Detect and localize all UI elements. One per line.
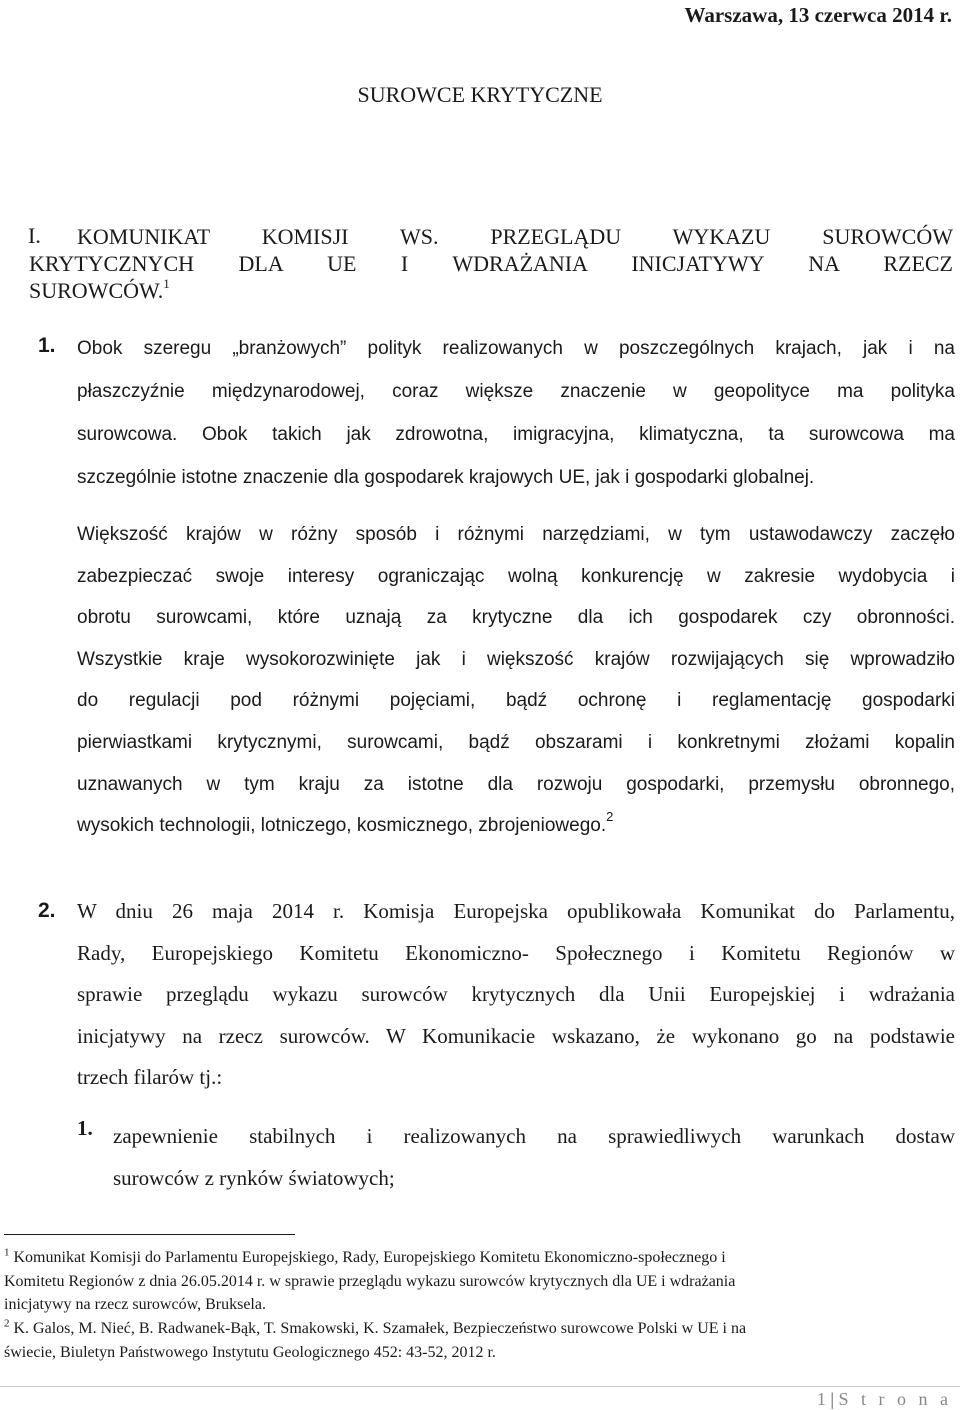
- section-heading: [29, 223, 953, 304]
- list-item-line: surowców z rynków światowych;: [113, 1165, 395, 1190]
- paragraph-1-continuation: [77, 514, 955, 848]
- list-item-line: zapewnienie stabilnych i realizowanych na sprawiedliwych warunkach dostaw: [113, 1124, 955, 1148]
- paragraph-text: wysokich technologii, lotniczego, kosmicznego, zbrojeniowego.: [77, 815, 607, 837]
- footnote-marker: 2: [4, 1317, 10, 1330]
- footnote-text: Komunikat Komisji do Parlamentu Europejskiego, Rady, Europejskiego Komitetu Ekonomiczno-społecznego i: [13, 1249, 726, 1266]
- page-number: 1: [816, 1389, 826, 1409]
- list-item: [113, 1116, 955, 1199]
- footnote-2: [4, 1317, 954, 1364]
- footnote-line: [4, 1246, 954, 1270]
- footer-separator: |: [830, 1389, 834, 1409]
- paragraph-number-1: 1.: [38, 334, 56, 357]
- footnote-line: [4, 1317, 954, 1341]
- paragraph-line: W dniu 26 maja 2014 r. Komisja Europejska opublikowała Komunikat do Parlamentu,: [77, 899, 955, 923]
- footnote-line: inicjatywy na rzecz surowców, Bruksela.: [4, 1296, 266, 1313]
- section-number: I.: [28, 223, 41, 248]
- paragraph-line: Większość krajów w różny sposób i różnymi narzędziami, w tym ustawodawczy zaczęło: [77, 524, 955, 545]
- paragraph-line: płaszczyźnie międzynarodowej, coraz większe znaczenie w geopolityce ma polityka: [77, 381, 955, 402]
- paragraph-line: inicjatywy na rzecz surowców. W Komunikacie wskazano, że wykonano go na podstawie: [77, 1023, 955, 1048]
- footnote-line: Komitetu Regionów z dnia 26.05.2014 r. w sprawie przeglądu wykazu surowców krytycznych dla UE i wdrażania: [4, 1272, 736, 1290]
- paragraph-line: surowcowa. Obok takich jak zdrowotna, imigracyjna, klimatyczna, ta surowcowa ma: [77, 424, 955, 445]
- paragraph-line: Obok szeregu „branżowych” polityk realizowanych w poszczególnych krajach, jak i na: [77, 338, 955, 359]
- paragraph-line: trzech filarów tj.:: [77, 1065, 223, 1090]
- paragraph-line: uznawanych w tym kraju za istotne dla rozwoju gospodarki, przemysłu obronnego,: [77, 773, 955, 795]
- footnote-1: [4, 1246, 954, 1317]
- section-heading-line: KOMUNIKAT KOMISJI WS. PRZEGLĄDU WYKAZU SUROWCÓW: [77, 224, 953, 249]
- footer-rule: [0, 1386, 960, 1387]
- footnote-separator: [4, 1234, 295, 1235]
- footnote-line: świecie, Biuletyn Państwowego Instytutu Geologicznego 452: 43-52, 2012 r.: [4, 1343, 496, 1361]
- paragraph-line-last: [77, 805, 955, 848]
- paragraph-line: do regulacji pod różnymi pojęciami, bądź ochronę i reglamentację gospodarki: [77, 690, 955, 712]
- paragraph-line: pierwiastkami krytycznymi, surowcami, bądź obszarami i konkretnymi złożami kopalin: [77, 731, 955, 753]
- paragraph-line: szczególnie istotne znaczenie dla gospodarek krajowych UE, jak i gospodarki globalnej.: [77, 467, 815, 488]
- paragraph-line: Rady, Europejskiego Komitetu Ekonomiczno- Społecznego i Komitetu Regionów w: [77, 940, 955, 965]
- section-heading-text: SUROWCÓW.: [29, 278, 164, 303]
- paragraph-line: obrotu surowcami, które uznają za krytyczne dla ich gospodarek czy obronności.: [77, 607, 955, 629]
- document-title: SUROWCE KRYTYCZNE: [357, 82, 603, 107]
- document-date: Warszawa, 13 czerwca 2014 r.: [684, 3, 952, 27]
- list-item-number: 1.: [77, 1116, 93, 1140]
- paragraph-1: [77, 327, 955, 499]
- footnote-text: K. Galos, M. Nieć, B. Radwanek-Bąk, T. Smakowski, K. Szamałek, Bezpieczeństwo surowcowe Polski w UE i na: [13, 1320, 747, 1337]
- footnote-ref-2[interactable]: 2: [606, 809, 614, 825]
- paragraph-line: zabezpieczać swoje interesy ograniczając wolną konkurencję w zakresie wydobycia i: [77, 565, 955, 587]
- footnote-marker: 1: [4, 1246, 10, 1259]
- paragraph-line: Wszystkie kraje wysokorozwinięte jak i większość krajów rozwijających się wprowadziło: [77, 648, 955, 670]
- paragraph-2: [77, 891, 955, 1099]
- section-heading-line-last: [29, 277, 953, 304]
- footnote-ref-1[interactable]: 1: [163, 276, 170, 291]
- paragraph-line: sprawie przeglądu wykazu surowców krytycznych dla Unii Europejskiej i wdrażania: [77, 982, 955, 1007]
- section-heading-line: KRYTYCZNYCH DLA UE I WDRAŻANIA INICJATYWY NA RZECZ: [29, 251, 953, 276]
- page-label: S t r o n a: [838, 1389, 952, 1409]
- paragraph-number-2: 2.: [38, 899, 56, 922]
